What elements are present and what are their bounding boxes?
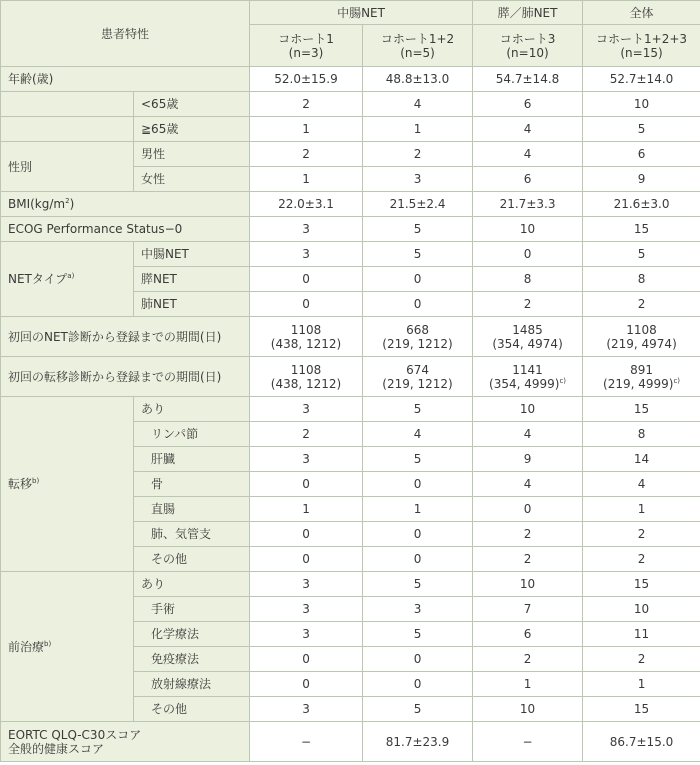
row-label-age-ge65: ≧65歳: [134, 117, 250, 142]
table-cell: 4: [473, 422, 583, 447]
table-row: [1, 317, 700, 357]
table-cell: −: [473, 722, 583, 762]
table-cell: 81.7±23.9: [363, 722, 473, 762]
table-cell: 6: [473, 167, 583, 192]
table-cell: 0: [250, 522, 363, 547]
table-cell: 0: [250, 547, 363, 572]
table-row: [1, 67, 700, 92]
row-label-eortc: EORTC QLQ-C30スコア 全般的健康スコア: [1, 722, 250, 762]
row-label-age: 年齢(歳): [1, 67, 250, 92]
table-cell: 1: [583, 497, 700, 522]
table-cell: 10: [473, 397, 583, 422]
row-label-sex: 性別: [1, 142, 134, 192]
table-cell: 3: [363, 597, 473, 622]
table-cell: 2: [583, 647, 700, 672]
table-cell: 4: [473, 117, 583, 142]
table-cell: 2: [250, 92, 363, 117]
row-label-net-pancreas: 膵NET: [134, 267, 250, 292]
table-cell: 4: [473, 142, 583, 167]
table-cell: 2: [473, 522, 583, 547]
table-cell: 3: [250, 572, 363, 597]
header-cohort: コホート3 (n=10): [473, 25, 583, 67]
table-cell: 8: [583, 422, 700, 447]
row-label-net-type: NETタイプ$^{a)}$: [1, 242, 134, 317]
table-cell: 5: [363, 572, 473, 597]
row-label-female: 女性: [134, 167, 250, 192]
table-cell: 1: [250, 117, 363, 142]
table-cell: 1141 (354, 4999)$^{c)}$: [473, 357, 583, 397]
row-label-sub: 肺、気管支: [134, 522, 250, 547]
row-label-male: 男性: [134, 142, 250, 167]
table-cell: 0: [250, 472, 363, 497]
table-cell: 15: [583, 217, 700, 242]
table-cell: 5: [363, 447, 473, 472]
table-cell: 4: [583, 472, 700, 497]
table-cell: −: [250, 722, 363, 762]
table-cell: 1108 (219, 4974): [583, 317, 700, 357]
table-cell: 15: [583, 697, 700, 722]
table-cell: 3: [250, 447, 363, 472]
table-row: [1, 92, 700, 117]
table-cell: 0: [250, 647, 363, 672]
table-cell: 6: [473, 622, 583, 647]
table-cell: 8: [473, 267, 583, 292]
table-cell: 674 (219, 1212): [363, 357, 473, 397]
table-cell: 2: [583, 522, 700, 547]
table-cell: 1: [363, 117, 473, 142]
table-cell: 1: [473, 672, 583, 697]
table-cell: 3: [250, 242, 363, 267]
row-label-sub: 免疫療法: [134, 647, 250, 672]
row-label-sub: 放射線療法: [134, 672, 250, 697]
table-cell: 54.7±14.8: [473, 67, 583, 92]
row-label-sub: 骨: [134, 472, 250, 497]
table-cell: 10: [473, 572, 583, 597]
row-label-sub: 化学療法: [134, 622, 250, 647]
table-cell: 3: [250, 622, 363, 647]
table-cell: 21.5±2.4: [363, 192, 473, 217]
table-cell: 9: [473, 447, 583, 472]
table-cell: 21.6±3.0: [583, 192, 700, 217]
table-cell: 1108 (438, 1212): [250, 357, 363, 397]
table-cell: 0: [363, 267, 473, 292]
row-label-sub: リンパ節: [134, 422, 250, 447]
table-cell: 7: [473, 597, 583, 622]
header-cohort: コホート1+2 (n=5): [363, 25, 473, 67]
table-cell: 1: [583, 672, 700, 697]
row-label-ecog: ECOG Performance Status−0: [1, 217, 250, 242]
table-row: [1, 242, 700, 267]
table-cell: 48.8±13.0: [363, 67, 473, 92]
table-cell: 6: [583, 142, 700, 167]
table-row: [1, 572, 700, 597]
table-cell: 0: [250, 267, 363, 292]
table-cell: 0: [363, 647, 473, 672]
table-cell: 22.0±3.1: [250, 192, 363, 217]
table-cell: 1: [363, 497, 473, 522]
table-cell: 3: [250, 397, 363, 422]
table-cell: 5: [363, 397, 473, 422]
table-cell: 2: [583, 292, 700, 317]
row-label-sub: その他: [134, 697, 250, 722]
table-cell: 5: [363, 242, 473, 267]
table-cell: 21.7±3.3: [473, 192, 583, 217]
table-cell: 2: [473, 647, 583, 672]
header-group-pancreatic-lung: 膵／肺NET: [473, 1, 583, 25]
table-cell: 5: [363, 622, 473, 647]
row-label-age-lt65: <65歳: [134, 92, 250, 117]
table-cell: 0: [363, 547, 473, 572]
header-characteristic: 患者特性: [1, 1, 250, 67]
table-cell: 4: [363, 422, 473, 447]
header-group-total: 全体: [583, 1, 700, 25]
row-label-sub: あり: [134, 572, 250, 597]
table-cell: 0: [473, 497, 583, 522]
table-cell: 0: [473, 242, 583, 267]
table-cell: 15: [583, 397, 700, 422]
table-cell: 2: [473, 292, 583, 317]
table-cell: 0: [363, 672, 473, 697]
table-cell: 10: [583, 597, 700, 622]
table-cell: 5: [583, 242, 700, 267]
row-label-prior-treatment: 前治療$^{b)}$: [1, 572, 134, 722]
header-cohort: コホート1+2+3 (n=15): [583, 25, 700, 67]
table-cell: 10: [473, 217, 583, 242]
table-cell: 2: [250, 422, 363, 447]
row-label-sub: 直腸: [134, 497, 250, 522]
table-cell: 15: [583, 572, 700, 597]
table-row: [1, 217, 700, 242]
table-row: [1, 722, 700, 762]
table-cell: 1: [250, 167, 363, 192]
table-cell: 5: [583, 117, 700, 142]
row-label-net-lung: 肺NET: [134, 292, 250, 317]
table-cell: 0: [250, 292, 363, 317]
table-cell: 2: [250, 142, 363, 167]
table-row: [1, 357, 700, 397]
table-cell: 1485 (354, 4974): [473, 317, 583, 357]
row-label-sub: その他: [134, 547, 250, 572]
table-cell: 10: [473, 697, 583, 722]
table-cell: 8: [583, 267, 700, 292]
table-cell: 6: [473, 92, 583, 117]
table-cell: 3: [363, 167, 473, 192]
table-cell: 52.7±14.0: [583, 67, 700, 92]
table-cell: 9: [583, 167, 700, 192]
table-cell: 1: [250, 497, 363, 522]
table-cell: 891 (219, 4999)$^{c)}$: [583, 357, 700, 397]
table-row: [1, 117, 700, 142]
table-cell: 0: [363, 292, 473, 317]
row-label-net-diagnosis-period: 初回のNET診断から登録までの期間(日): [1, 317, 250, 357]
table-cell: 3: [250, 217, 363, 242]
row-label-metastasis: 転移$^{b)}$: [1, 397, 134, 572]
table-cell: 668 (219, 1212): [363, 317, 473, 357]
table-cell: 10: [583, 92, 700, 117]
table-cell: 86.7±15.0: [583, 722, 700, 762]
header-cohort: コホート1 (n=3): [250, 25, 363, 67]
table-cell: 2: [473, 547, 583, 572]
table-cell: 3: [250, 597, 363, 622]
table-cell: 5: [363, 697, 473, 722]
table-cell: 1108 (438, 1212): [250, 317, 363, 357]
table-cell: 0: [363, 522, 473, 547]
row-label-net-midgut: 中腸NET: [134, 242, 250, 267]
header-group-intestinal: 中腸NET: [250, 1, 473, 25]
row-label-sub: あり: [134, 397, 250, 422]
table-cell: 5: [363, 217, 473, 242]
table-row: [1, 397, 700, 422]
table-cell: 0: [363, 472, 473, 497]
table-cell: 52.0±15.9: [250, 67, 363, 92]
table-cell: 3: [250, 697, 363, 722]
table-cell: 2: [583, 547, 700, 572]
table-cell: 4: [473, 472, 583, 497]
table-cell: 14: [583, 447, 700, 472]
row-label-sub: 手術: [134, 597, 250, 622]
table-cell: 4: [363, 92, 473, 117]
table-row: [1, 192, 700, 217]
row-label-metastasis-diagnosis-period: 初回の転移診断から登録までの期間(日): [1, 357, 250, 397]
table-cell: 11: [583, 622, 700, 647]
table-cell: 2: [363, 142, 473, 167]
table-row: [1, 142, 700, 167]
row-label-bmi: $BMI(kg/m^2)$: [1, 192, 250, 217]
table-cell: 0: [250, 672, 363, 697]
row-label-sub: 肝臓: [134, 447, 250, 472]
